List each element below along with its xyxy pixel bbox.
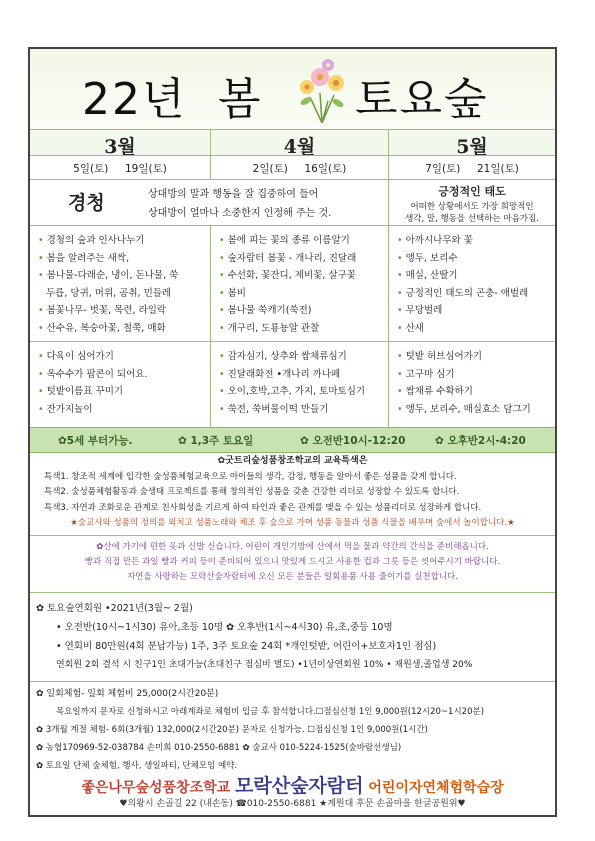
theme-right-desc [389,199,555,225]
bank-contact: ✿ 농협170969-52-038784 손미희 010-2550-6881 ✿ 숲교사 010-5224-1525(숲바람선생님) [36,743,402,753]
month-row [30,129,555,156]
dates-march: 5일(토) 19일(토) [30,156,211,180]
list-item: • 아까시나무와 꽃 [397,232,551,250]
title-season: 봄 [218,74,263,125]
afternoon-session: ✿ 오후반2시-4:20 [435,435,526,447]
activities-april [211,226,389,342]
list-item: • 매실, 산딸기 [397,267,551,285]
title-band [30,49,555,129]
project-list [389,342,555,418]
list-item: • 쑥전, 쑥버물이떡 만들기 [219,401,384,419]
footer-main-name: 모락산숲자람터 [235,775,364,797]
activities-may [389,226,555,342]
list-item: • 봄비 [219,285,384,303]
morning-session: ✿ 오전반10시-12:20 [300,435,406,447]
list-item: • 앵두, 보리수, 매실효소 담그기 [397,401,551,419]
footer-school-name: 좋은나무숲성품창조학교 [81,780,231,796]
divider [30,681,555,682]
schedule-info-bar [30,427,555,453]
activities-march [30,226,211,342]
list-item: • 봄꽃나무- 벗꽃, 목련, 라일락 [38,302,206,320]
dates-may: 7일(토) 21일(토) [425,163,519,175]
project-list [30,342,210,418]
theme-right-title: 긍정적인 태도 [438,185,506,198]
group-booking: ✿ 토요일 단체 숲체험, 행사, 생일파티, 단체모임 예약. [36,761,238,771]
edu-note: ★숲교사와 성품의 정의를 외치고 성품노래와 체조 후 숲으로 가며 성품 동물과 성품 식물을 배우며 숲에서 놀이합니다.★ [70,518,515,528]
projects-april [211,342,389,428]
list-item: • 봄에 피는 꽃의 종류 이름알기 [219,232,384,250]
month-april: 4월 [211,130,389,156]
list-item: • 긍정적인 태도의 곤충- 애벌레 [397,285,551,303]
list-item: • 고구마 심기 [397,366,551,384]
notice-line-2: 빵과 직접 만든 과일 빵과 커피 등이 준비되어 있으니 맛있게 드시고 사용한 컵과 그릇 등은 씻어주시기 바랍니다. [84,557,501,567]
list-item: • 수선화, 꽃잔디, 제비꽃, 살구꽃 [219,267,384,285]
title-year: 22년 [82,74,187,125]
edu-heading: ✿굿트리숲성품창조학교의 교육특색은 [217,456,368,466]
project-list [211,342,388,418]
edu-feature-3: 특색3. 자연과 조화로운 관계로 친사회성을 기르게 하여 타인과 좋은 관계를 맺을 수 있는 성품리더로 성장하게 합니다. [44,502,482,513]
footer-subtitle: 어린이자연체험학습장 [368,780,504,796]
edu-feature-2: 특색2. 숲성품체험활동과 숲생태 프로젝트를 통해 창의적인 성품을 갖춘 건강한 리더로 성장할 수 있도록 합니다. [44,487,460,497]
list-item: • 진달래화전 •개나리 까나페 [219,366,384,384]
activity-list [30,226,210,337]
age-info: ✿5세 부터가능. [58,435,133,447]
onetime-apply: 목요일까지 문자로 신청하시고 아래계좌로 체험비 입금 후 참석합니다.☐점심신청 1인 9,000원(12시20~1시20분) [56,707,485,717]
flyer-page [28,47,557,817]
membership-info [30,599,555,675]
list-item: • 경청의 숲과 인사나누기 [38,232,206,250]
footer-brand [30,771,555,798]
month-may: 5월 [456,136,488,158]
list-item: • 앵두, 보리수 [397,250,551,268]
list-item: • 옥수수가 팝콘이 되어요. [38,366,206,384]
theme-positive-attitude [389,180,555,226]
list-item: • 봄을 알려주는 새싹, [38,250,206,268]
list-item: • 오이,호박,고추, 가지, 토마토심기 [219,383,384,401]
activity-list [389,226,555,337]
education-features [30,454,555,532]
theme-row [30,179,555,226]
title-program: 토요숲 [355,74,489,125]
edu-feature-1: 특색1. 창조적 세계에 입각한 숲성품체험교육으로 아이들의 생각, 감정, 행동을 알아서 좋은 성품을 갖게 합니다. [44,471,457,482]
notice-line-3: 자연을 사랑하는 모락산숲자람터에 오신 모든 분들은 일회용품 사용 줄이기를 실천합니다. [127,572,458,582]
member-discount: 연회원 2회 결석 시 친구1인 초대가능(초대친구 점심비 별도) •1년이상연회원 10% • 재원생,졸업생 20% [56,660,473,670]
list-item: • 무당벌레 [397,302,551,320]
month-march: 3월 [30,130,211,156]
dates-april: 2일(토) 16일(토) [211,156,389,180]
one-time-info [30,685,555,775]
list-item: • 봄나물-다래순, 냉이, 돈나물, 쑥 [38,267,206,285]
projects-march [30,342,211,428]
dates-row [30,155,555,180]
week-info: ✿ 1,3주 토요일 [178,435,254,447]
list-item: • 텃밭이름표 꾸미기 [38,383,206,401]
notice-box [30,535,555,593]
list-item: • 봄나물 쑥캐기(쑥전) [219,302,384,320]
list-item: • 감자심기, 상추와 쌈채류심기 [219,348,384,366]
projects-may [389,342,555,428]
list-item: • 산새 [397,320,551,338]
theme-listening [30,180,389,226]
list-item: • 쌈채류 수확하기 [397,383,551,401]
footer-address: ♥의왕시 손골길 22 (내손동) ☎010-2550-6881 ★계원대 후문 손골마을 한글공원위♥ [119,799,466,809]
season-program: ✿ 3개월 계절 체험- 6회(3개월) 132,000(2시간20분) 문자로 신청가능. ☐점심신청 1인 9,000원(1시간) [36,725,428,735]
list-item: • 텃밭 허브심어가기 [397,348,551,366]
onetime-title: ✿ 일회체험- 일회 체험비 25,000(2시간20분) [36,689,219,699]
theme-desc-line2: 상대방이 얼마나 소중한지 인정해 주는 것. [148,208,332,219]
list-item: • 다육이 심어가기 [38,348,206,366]
activity-list [211,226,388,337]
activities-row-2 [30,341,555,428]
theme-desc-line1: 상대방의 말과 행동을 잘 집중하여 들어 [148,189,319,200]
member-fee: • 연회비 80만원(4회 분납가능) 1주, 3주 토요숲 24회 *개인텃밭, 어린이+보호자1인 점심) [56,641,437,652]
activities-row-1 [30,225,555,342]
theme-description [148,185,331,223]
member-classes: • 오전반(10시~1시30) 유아,초등 10명 ✿ 오후반(1시~4시30) 유,초,중등 10명 [56,622,393,633]
theme-right-desc-line2: 생각, 말, 행동을 선택하는 마음가짐. [405,214,539,224]
list-item: 두릅, 당귀, 머위, 곰취, 민들레 [46,287,172,299]
member-title: ✿ 토요숲연회원 •2021년(3월~ 2월) [36,603,193,614]
notice-line-1: ✿산에 가기에 편한 옷과 신발 신습니다. 어린이 개인기방에 산에서 먹을 물과 약간의 간식을 준비해옵니다. [96,542,489,552]
flower-bouquet-icon [292,57,352,123]
list-item: • 산수유, 복숭아꽃, 철쭉, 매화 [38,320,206,338]
list-item: • 숲자람터 봄꽃 - 개나리, 진달래 [219,250,384,268]
list-item: • 개구리, 도룡뇽알 관찰 [219,320,384,338]
theme-word: 경청 [68,192,105,214]
list-item: • 잔가지놀이 [38,401,206,419]
theme-right-desc-line1: 어떠한 상황에서도 가장 희망적인 [410,202,534,212]
